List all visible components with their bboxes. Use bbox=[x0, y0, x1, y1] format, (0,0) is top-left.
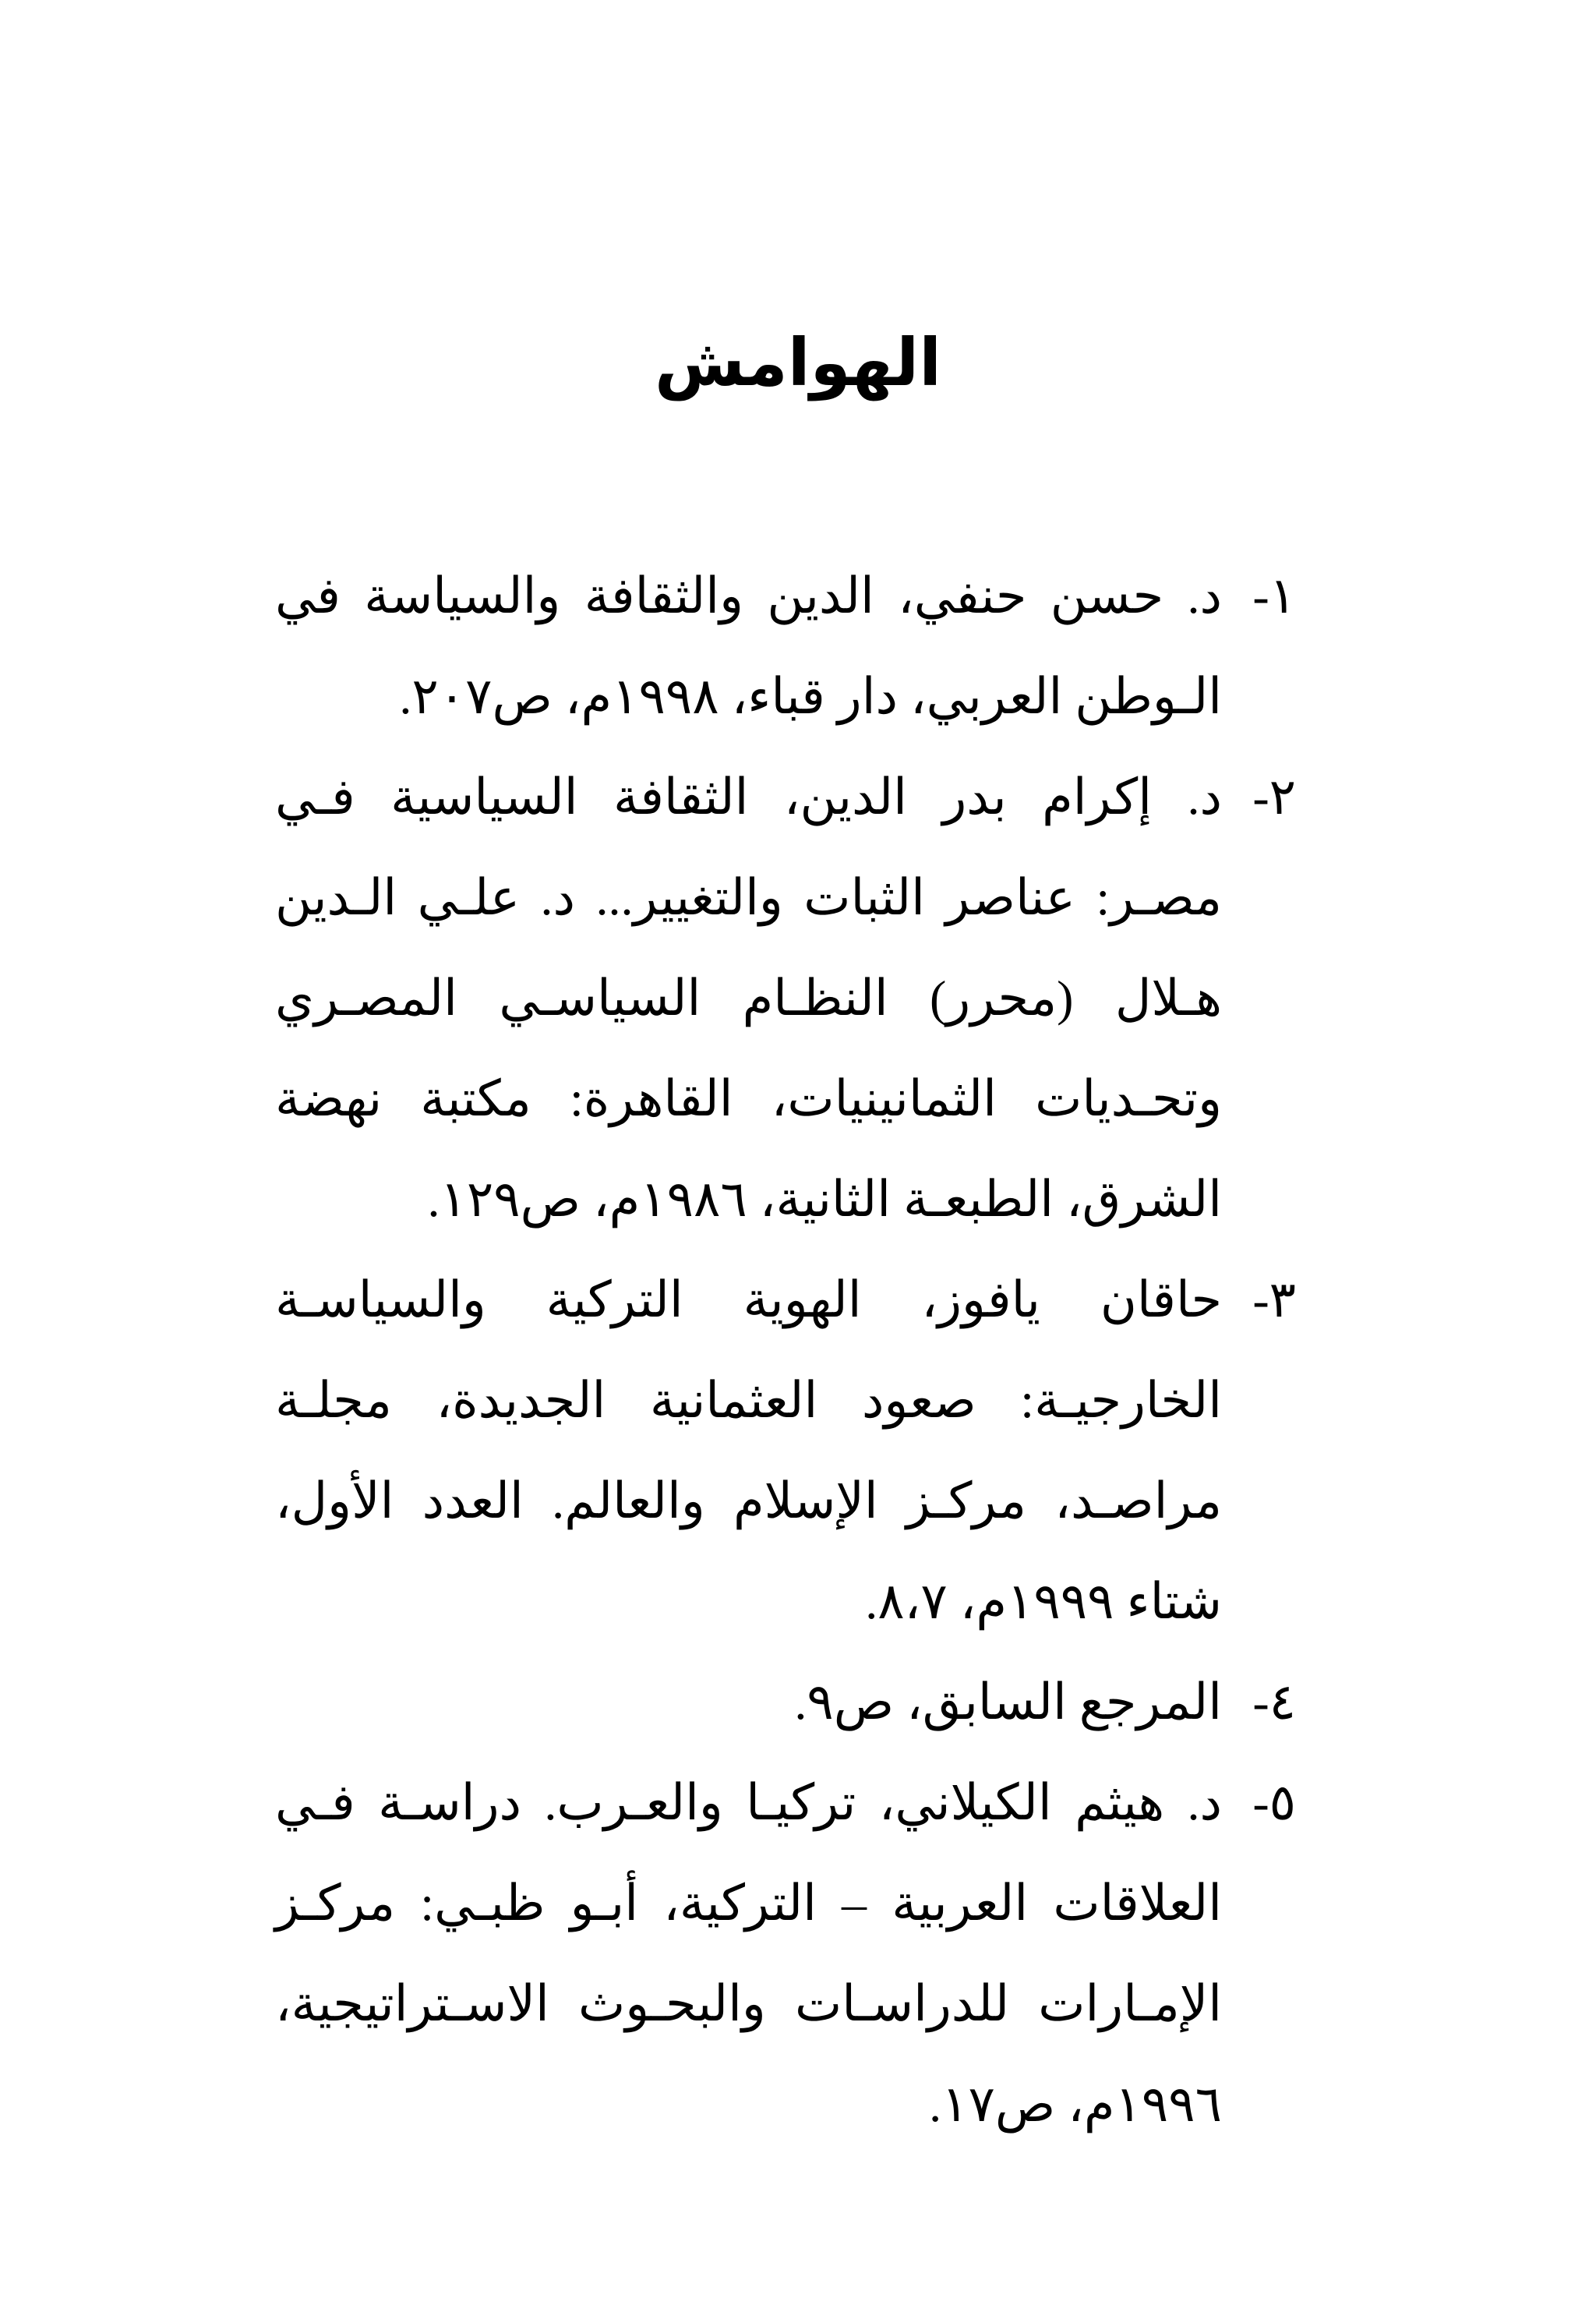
footnote-number: ٣- bbox=[1252, 1272, 1296, 1327]
footnote-item bbox=[275, 546, 1296, 747]
footnote-number: ٤- bbox=[1252, 1674, 1296, 1730]
footnote-number: ٢- bbox=[1252, 769, 1296, 825]
footnote-text: د. هيثم الكيلاني، تركيـا والعـرب. دراسـة فـي العلاقات العربية – التركية، أبـو ظبـي: مركـز الإمـارات للدراسـات والبحـوث الاسـتراتيجية، ١٩٩٦م، ص١٧. bbox=[275, 1775, 1222, 2132]
footnote-text: المرجع السابق، ص٩. bbox=[794, 1674, 1222, 1730]
footnote-item bbox=[275, 1752, 1296, 2155]
footnote-item bbox=[275, 1250, 1296, 1652]
footnote-item bbox=[275, 747, 1296, 1250]
footnotes-list bbox=[275, 546, 1296, 2155]
footnote-number: ٥- bbox=[1252, 1775, 1296, 1830]
footnote-number: ١- bbox=[1252, 568, 1296, 624]
footnote-text: د. حسن حنفي، الدين والثقافة والسياسة في الـوطن العربي، دار قباء، ١٩٩٨م، ص٢٠٧. bbox=[275, 568, 1222, 724]
footnote-text: حاقان يافوز، الهوية التركية والسياسـة الخارجيـة: صعود العثمانية الجديدة، مجلـة مراصـد، مركـز الإسلام والعالم. العدد الأول، شتاء ١٩٩٩م، ٨،٧. bbox=[275, 1272, 1222, 1629]
page-title: الهوامش bbox=[655, 324, 941, 401]
footnote-text: د. إكرام بدر الدين، الثقافة السياسية فـي مصـر: عناصر الثبات والتغيير... د. علـي الـدين هـلال (محرر) النظـام السياسـي المصـري وتحـديات الثمانينيات، القاهرة: مكتبة نهضة الشرق، الطبعـة الثانية، ١٩٨٦م، ص١٢٩. bbox=[275, 769, 1222, 1227]
footnote-item bbox=[275, 1652, 1296, 1752]
